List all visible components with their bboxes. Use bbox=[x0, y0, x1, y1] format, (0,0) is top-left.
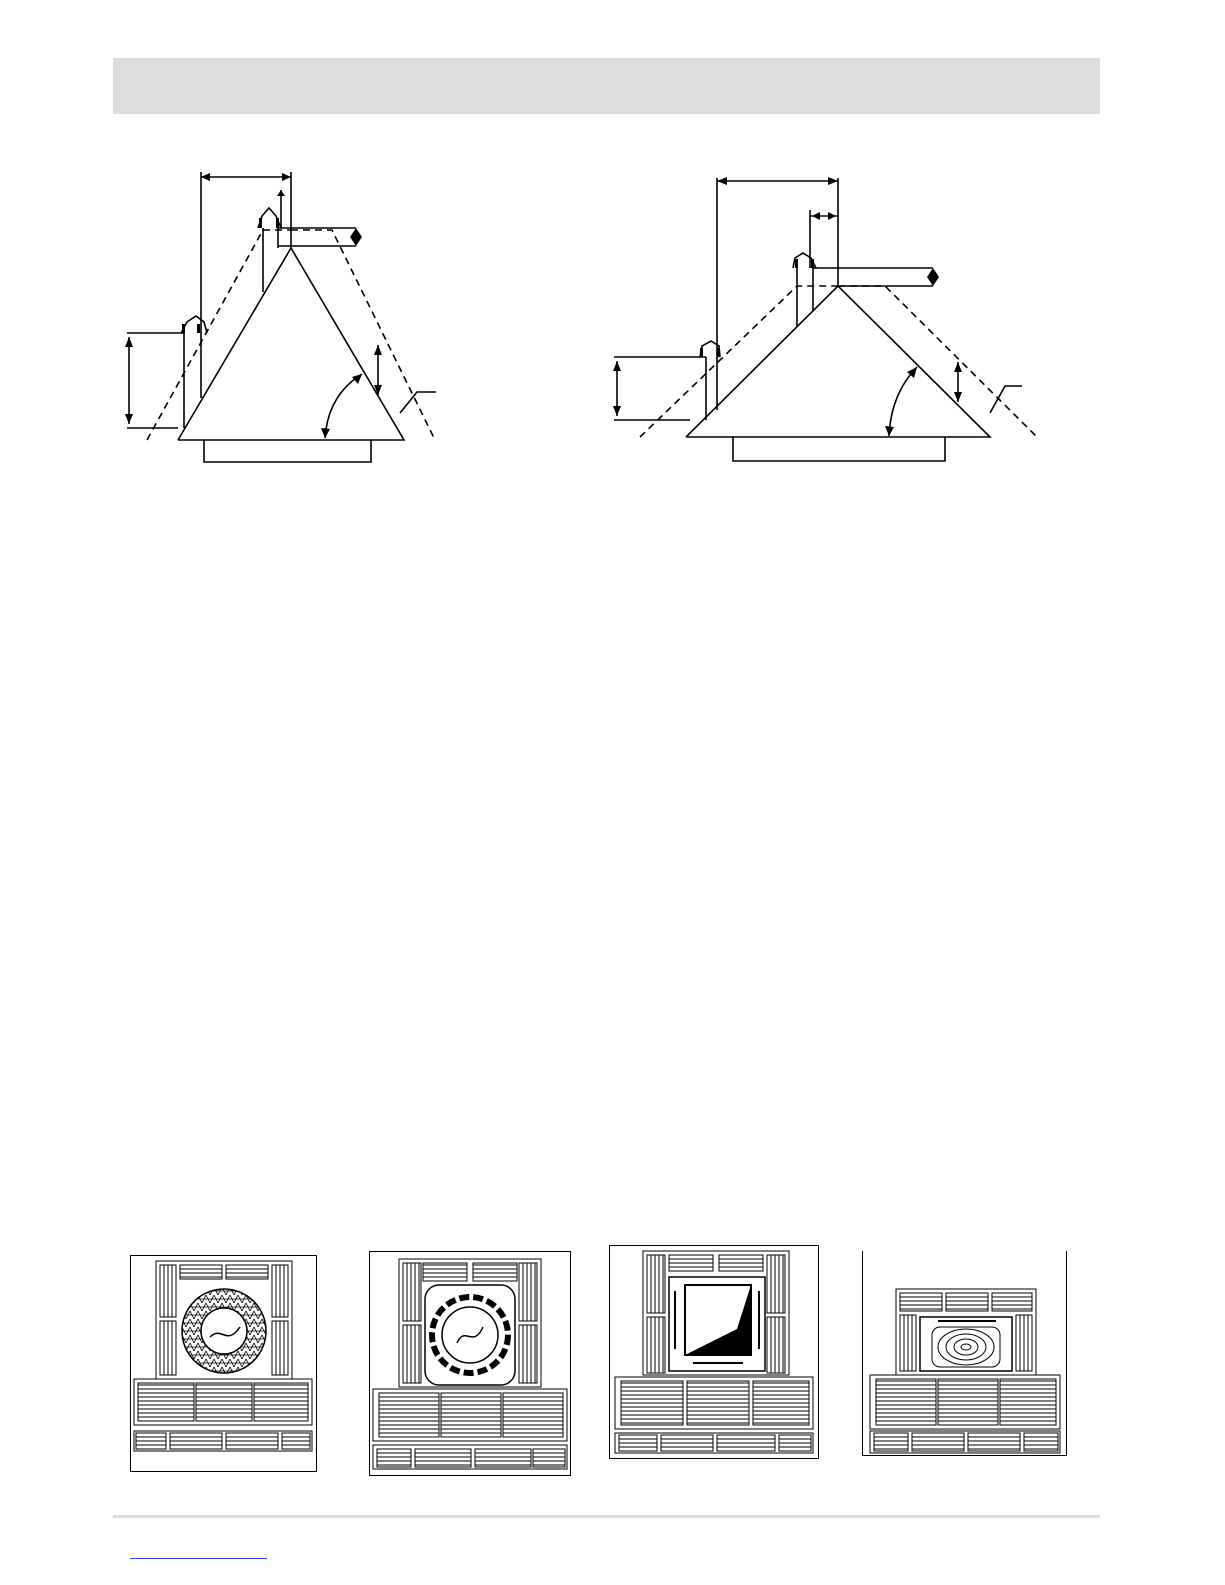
footer-link[interactable] bbox=[130, 1558, 267, 1559]
roof-clearance-diagram-shallow bbox=[605, 160, 1045, 470]
footer-rule bbox=[113, 1515, 1100, 1518]
roof-clearance-diagram-steep bbox=[115, 160, 450, 470]
fireplace-round-mesh-figure bbox=[130, 1255, 318, 1473]
header-band bbox=[113, 58, 1100, 114]
fireplace-round-ornate-figure bbox=[369, 1251, 572, 1477]
fireplace-square-glass-figure bbox=[609, 1245, 820, 1460]
fireplace-insert-figure bbox=[862, 1251, 1068, 1457]
